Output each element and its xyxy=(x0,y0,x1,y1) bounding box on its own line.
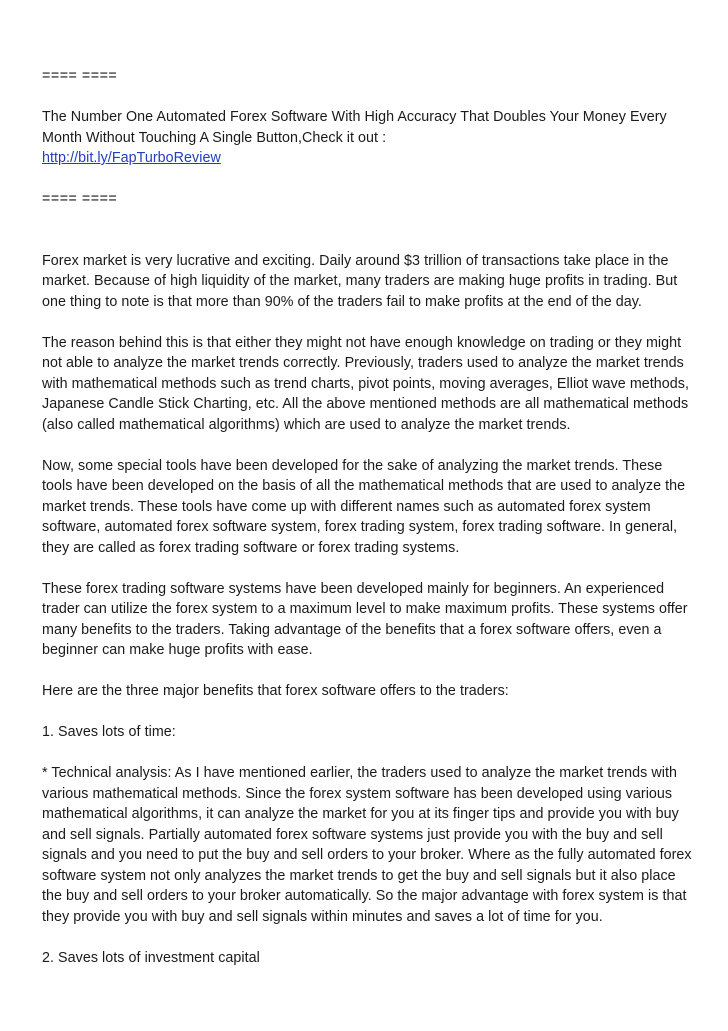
promo-block xyxy=(42,107,692,169)
promo-link[interactable]: http://bit.ly/FapTurboReview xyxy=(42,150,221,166)
paragraph-reason: The reason behind this is that either they might not have enough knowledge on trading or they might not able to analyze the market trends correctly. Previously, traders used to analyze the market trends with mathematical methods such as trend charts, pivot points, moving averages, Elliot wave methods, Japanese Candle Stick Charting, etc. All the above mentioned methods are all mathematical methods (also called mathematical algorithms) which are used to analyze the market trends. xyxy=(42,334,690,433)
promo-text: The Number One Automated Forex Software With High Accuracy That Doubles Your Money Every Month Without Touching A Single Button,Check it out : xyxy=(42,109,667,146)
heading-saves-time: 1. Saves lots of time: xyxy=(42,724,176,740)
paragraph-market-intro: Forex market is very lucrative and exciting. Daily around $3 trillion of transactions take place in the market. Because of high liquidity of the market, many traders are making huge profits in trading. But one thing to note is that more than 90% of the traders fail to make profits at the end of the day. xyxy=(42,252,678,310)
paragraph-benefits-intro: Here are the three major benefits that forex software offers to the traders: xyxy=(42,683,509,699)
spacer xyxy=(42,230,692,251)
heading-saves-capital: 2. Saves lots of investment capital xyxy=(42,949,260,966)
document-page xyxy=(42,66,692,989)
paragraph-technical-analysis: * Technical analysis: As I have mentioned earlier, the traders used to analyze the market trends with various mathematical methods. Since the forex system software has been developed using various mathematical algorithms, it can analyze the market for you at its finger tips and provide you with buy and sell signals. Partially automated forex software systems just provide you with the buy and sell signals and you need to put the buy and sell orders to your broker. Where as the fully automated forex software system not only analyzes the market trends to get the buy and sell signals but it also place the buy and sell orders to your broker automatically. So the major advantage with forex system is that they provide you with buy and sell signals within minutes and saves a lot of time for you. xyxy=(42,765,692,925)
paragraph-beginners: These forex trading software systems have been developed mainly for beginners. An experienced trader can utilize the forex system to a maximum level to make maximum profits. These systems offer many benefits to the traders. Taking advantage of the benefits that a forex software offers, even a beginner can make huge profits with ease. xyxy=(42,580,688,658)
paragraph-special-tools: Now, some special tools have been developed for the sake of analyzing the market trends. These tools have been developed on the basis of all the mathematical methods that are used to analyze the market trends. These tools have come up with different names such as automated forex system software, automated forex software system, forex trading system, forex trading software. In general, they are called as forex trading software or forex trading systems. xyxy=(42,457,686,556)
separator-bottom: ==== ==== xyxy=(42,191,118,207)
separator-top: ==== ==== xyxy=(42,68,118,84)
